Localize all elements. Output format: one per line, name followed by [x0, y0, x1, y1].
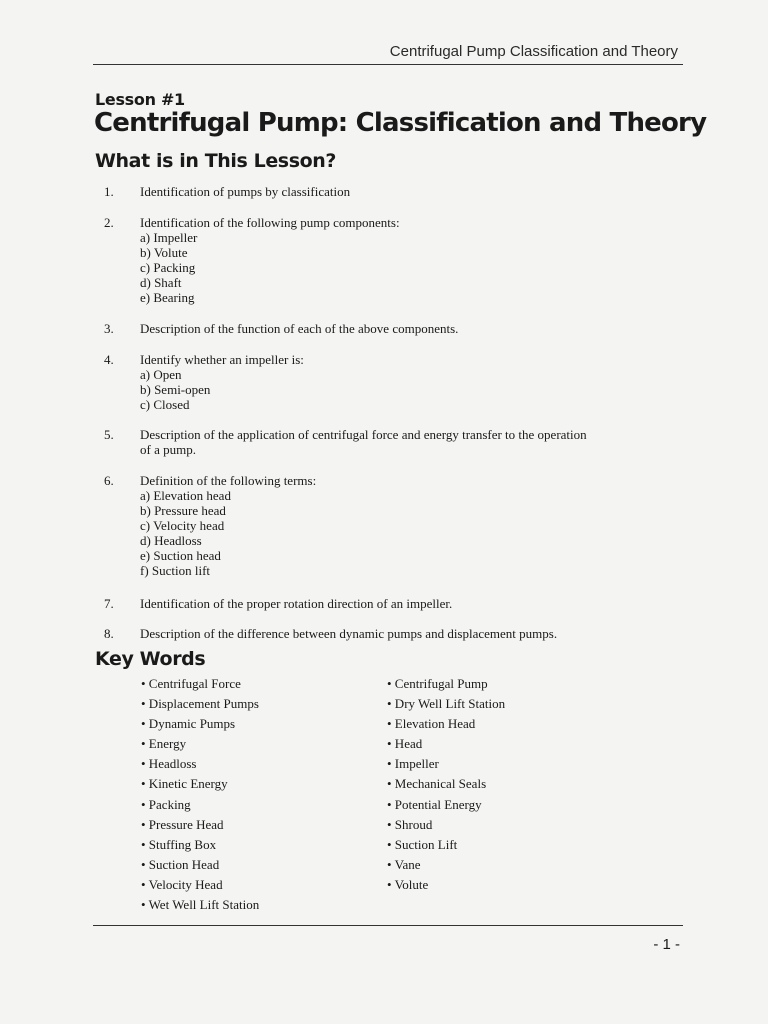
- objective-text: Description of the difference between dynamic pumps and displacement pumps.: [140, 626, 558, 641]
- key-word-item: • Potential Energy: [387, 796, 482, 812]
- key-word-item: • Head: [387, 736, 423, 752]
- objective-item: [96, 352, 696, 412]
- objective-text-continued: of a pump.: [140, 442, 196, 457]
- key-word-item: • Suction Lift: [387, 836, 458, 852]
- key-words-left-column: [141, 676, 259, 917]
- key-word-item: • Wet Well Lift Station: [141, 897, 260, 913]
- key-word-item: • Centrifugal Pump: [387, 676, 488, 691]
- footer-rule: [93, 925, 683, 926]
- key-word-item: • Kinetic Energy: [141, 776, 228, 792]
- key-word-item: • Dry Well Lift Station: [387, 696, 506, 712]
- objective-number: 8.: [104, 626, 114, 641]
- objective-number: 6.: [104, 473, 114, 488]
- key-word-item: • Packing: [141, 796, 191, 812]
- key-word-item: • Headloss: [141, 756, 197, 772]
- key-word-item: • Centrifugal Force: [141, 676, 241, 691]
- objective-number: 2.: [104, 215, 114, 230]
- objective-number: 5.: [104, 427, 114, 442]
- objective-number: 4.: [104, 352, 114, 367]
- objective-subitem: a) Open: [140, 367, 182, 382]
- objective-text: Description of the application of centrifugal force and energy transfer to the operation: [140, 427, 587, 442]
- key-word-item: • Impeller: [387, 756, 439, 772]
- objective-subitem: a) Elevation head: [140, 488, 231, 503]
- section-heading-objectives: What is in This Lesson?: [95, 150, 337, 172]
- objective-text: Description of the function of each of the above components.: [140, 321, 459, 336]
- objective-subitem: e) Bearing: [140, 290, 195, 305]
- key-word-item: • Vane: [387, 856, 421, 872]
- key-word-item: • Mechanical Seals: [387, 776, 487, 792]
- objective-text: Identification of the following pump components:: [140, 215, 400, 230]
- objective-subitem: f) Suction lift: [140, 563, 211, 578]
- objective-number: 3.: [104, 321, 114, 336]
- objective-subitem: c) Packing: [140, 260, 196, 275]
- objective-text: Identification of pumps by classification: [140, 184, 351, 199]
- section-heading-key-words: Key Words: [95, 648, 206, 670]
- header-rule: [93, 64, 683, 65]
- key-word-item: • Velocity Head: [141, 876, 223, 892]
- key-word-item: • Pressure Head: [141, 816, 224, 832]
- objective-item: [96, 184, 696, 199]
- objective-item: [96, 427, 696, 457]
- key-word-item: • Volute: [387, 876, 429, 892]
- objective-subitem: b) Pressure head: [140, 503, 226, 518]
- key-word-item: • Dynamic Pumps: [141, 716, 236, 732]
- objective-item: [96, 596, 696, 611]
- key-words-right-column: [387, 676, 505, 897]
- objective-subitem: d) Headloss: [140, 533, 202, 548]
- objective-subitem: a) Impeller: [140, 230, 198, 245]
- key-word-item: • Elevation Head: [387, 716, 476, 732]
- objective-item: [96, 626, 696, 641]
- page-number: - 1 -: [653, 936, 680, 953]
- key-word-item: • Stuffing Box: [141, 836, 217, 852]
- objective-item: [96, 215, 696, 305]
- objective-text: Identify whether an impeller is:: [140, 352, 304, 367]
- objective-subitem: c) Closed: [140, 397, 190, 412]
- objective-text: Definition of the following terms:: [140, 473, 317, 488]
- objective-number: 7.: [104, 596, 114, 611]
- objective-subitem: b) Semi-open: [140, 382, 211, 397]
- key-word-item: • Displacement Pumps: [141, 696, 259, 712]
- objective-item: [96, 321, 696, 336]
- lesson-label: Lesson #1: [95, 90, 185, 109]
- objective-text: Identification of the proper rotation direction of an impeller.: [140, 596, 453, 611]
- key-word-item: • Shroud: [387, 816, 433, 832]
- objective-number: 1.: [104, 184, 114, 199]
- running-header-title: Centrifugal Pump Classification and Theory: [389, 43, 678, 60]
- page-title: Centrifugal Pump: Classification and Theory: [94, 108, 707, 138]
- objective-item: [96, 473, 696, 578]
- key-word-item: • Suction Head: [141, 856, 220, 872]
- objective-subitem: e) Suction head: [140, 548, 221, 563]
- key-word-item: • Energy: [141, 736, 187, 752]
- objective-subitem: b) Volute: [140, 245, 188, 260]
- objective-subitem: c) Velocity head: [140, 518, 225, 533]
- objective-subitem: d) Shaft: [140, 275, 182, 290]
